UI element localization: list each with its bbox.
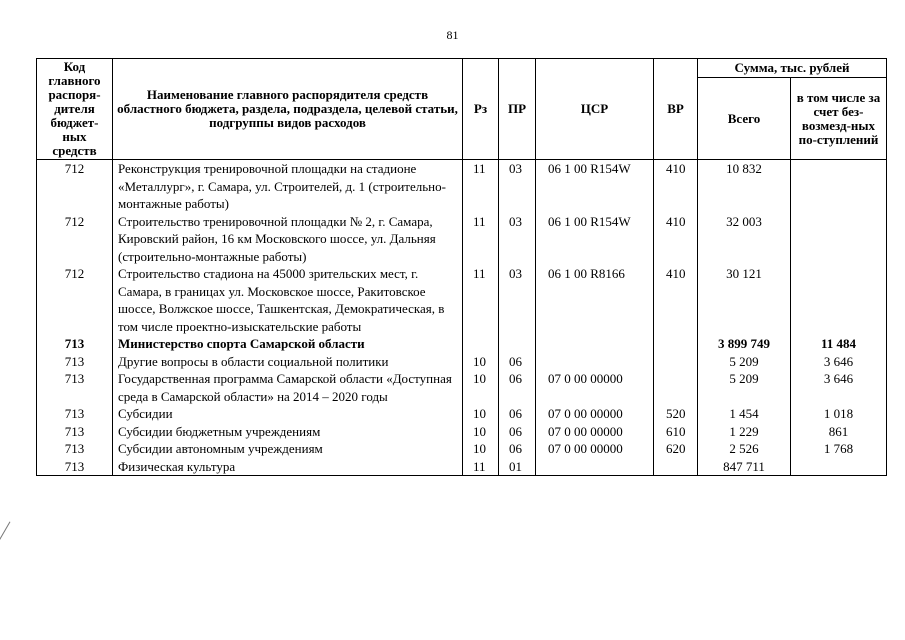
table-row <box>37 370 887 405</box>
cell-total: 2 526 <box>698 440 791 458</box>
header-name: Наименование главного распорядителя средств областного бюджета, раздела, подраздела, целевой статьи, подгруппы видов расходов <box>113 59 463 160</box>
cell-vr: 410 <box>654 265 698 335</box>
cell-name: Другие вопросы в области социальной политики <box>113 353 463 371</box>
cell-rz: 10 <box>463 405 499 423</box>
cell-total: 10 832 <box>698 160 791 213</box>
cell-free: 861 <box>791 423 887 441</box>
cell-free <box>791 160 887 213</box>
cell-vr: 520 <box>654 405 698 423</box>
cell-total: 1 454 <box>698 405 791 423</box>
cell-rz: 10 <box>463 440 499 458</box>
cell-vr <box>654 458 698 476</box>
cell-name: Физическая культура <box>113 458 463 476</box>
table-row <box>37 458 887 476</box>
cell-total: 1 229 <box>698 423 791 441</box>
cell-free: 3 646 <box>791 353 887 371</box>
cell-vr <box>654 335 698 353</box>
table-row <box>37 213 887 266</box>
cell-csr: 07 0 00 00000 <box>536 440 654 458</box>
cell-code: 712 <box>37 160 113 213</box>
cell-total: 30 121 <box>698 265 791 335</box>
cell-pr: 03 <box>499 213 536 266</box>
cell-free: 1 018 <box>791 405 887 423</box>
cell-vr: 610 <box>654 423 698 441</box>
cell-name: Реконструкция тренировочной площадки на стадионе «Металлург», г. Самара, ул. Строителей, д. 1 (строительно-монтажные работы) <box>113 160 463 213</box>
cell-free: 3 646 <box>791 370 887 405</box>
cell-pr: 06 <box>499 370 536 405</box>
cell-total: 847 711 <box>698 458 791 476</box>
cell-free: 1 768 <box>791 440 887 458</box>
cell-csr <box>536 458 654 476</box>
cell-total: 32 003 <box>698 213 791 266</box>
page-number: 81 <box>446 28 459 42</box>
cell-free <box>791 458 887 476</box>
cell-code: 713 <box>37 370 113 405</box>
cell-pr: 03 <box>499 265 536 335</box>
cell-name: Строительство стадиона на 45000 зрительских мест, г. Самара, в границах ул. Московское шоссе, Ракитовское шоссе, Волжское шоссе, Ташкентская, Демократическая, в том числе проектно-изыскательские работы <box>113 265 463 335</box>
header-rz: Рз <box>463 59 499 160</box>
header-total: Всего <box>698 78 791 160</box>
cell-vr: 410 <box>654 160 698 213</box>
cell-code: 713 <box>37 335 113 353</box>
cell-rz: 10 <box>463 423 499 441</box>
cell-rz: 11 <box>463 160 499 213</box>
cell-vr: 410 <box>654 213 698 266</box>
cell-free <box>791 265 887 335</box>
cell-rz: 10 <box>463 353 499 371</box>
cell-name: Государственная программа Самарской области «Доступная среда в Самарской области» на 2014 – 2020 годы <box>113 370 463 405</box>
budget-table <box>36 58 887 476</box>
table-row <box>37 160 887 213</box>
header-free: в том числе за счет без-возмезд-ных по-ступлений <box>791 78 887 160</box>
table-row <box>37 405 887 423</box>
cell-pr: 06 <box>499 423 536 441</box>
cell-code: 712 <box>37 213 113 266</box>
cell-vr <box>654 370 698 405</box>
cell-csr: 06 1 00 R154W <box>536 160 654 213</box>
cell-code: 713 <box>37 405 113 423</box>
cell-csr: 07 0 00 00000 <box>536 370 654 405</box>
cell-code: 712 <box>37 265 113 335</box>
cell-free: 11 484 <box>791 335 887 353</box>
header-pr: ПР <box>499 59 536 160</box>
table-row <box>37 335 887 353</box>
cell-name: Субсидии автономным учреждениям <box>113 440 463 458</box>
cell-code: 713 <box>37 423 113 441</box>
cell-rz: 11 <box>463 265 499 335</box>
cell-pr: 01 <box>499 458 536 476</box>
header-code: Код главного распоря-дителя бюджет-ных средств <box>37 59 113 160</box>
table-row <box>37 440 887 458</box>
cell-csr <box>536 335 654 353</box>
header-vr: ВР <box>654 59 698 160</box>
cell-pr: 06 <box>499 440 536 458</box>
scan-edge-mark <box>0 521 10 544</box>
header-sum-group: Сумма, тыс. рублей <box>698 59 887 78</box>
cell-rz: 11 <box>463 213 499 266</box>
table-row <box>37 423 887 441</box>
cell-rz <box>463 335 499 353</box>
cell-rz: 11 <box>463 458 499 476</box>
cell-name: Строительство тренировочной площадки № 2, г. Самара, Кировский район, 16 км Московского шоссе, ул. Дальняя (строительно-монтажные работы) <box>113 213 463 266</box>
cell-name: Министерство спорта Самарской области <box>113 335 463 353</box>
cell-code: 713 <box>37 458 113 476</box>
cell-csr: 06 1 00 R8166 <box>536 265 654 335</box>
cell-pr: 06 <box>499 405 536 423</box>
cell-pr: 03 <box>499 160 536 213</box>
cell-total: 5 209 <box>698 370 791 405</box>
cell-csr: 06 1 00 R154W <box>536 213 654 266</box>
header-csr: ЦСР <box>536 59 654 160</box>
cell-pr: 06 <box>499 353 536 371</box>
cell-pr <box>499 335 536 353</box>
cell-rz: 10 <box>463 370 499 405</box>
cell-vr <box>654 353 698 371</box>
cell-code: 713 <box>37 353 113 371</box>
cell-total: 3 899 749 <box>698 335 791 353</box>
cell-total: 5 209 <box>698 353 791 371</box>
cell-csr: 07 0 00 00000 <box>536 423 654 441</box>
cell-free <box>791 213 887 266</box>
cell-code: 713 <box>37 440 113 458</box>
table-row <box>37 353 887 371</box>
cell-csr <box>536 353 654 371</box>
cell-name: Субсидии <box>113 405 463 423</box>
table-row <box>37 265 887 335</box>
cell-vr: 620 <box>654 440 698 458</box>
cell-csr: 07 0 00 00000 <box>536 405 654 423</box>
cell-name: Субсидии бюджетным учреждениям <box>113 423 463 441</box>
